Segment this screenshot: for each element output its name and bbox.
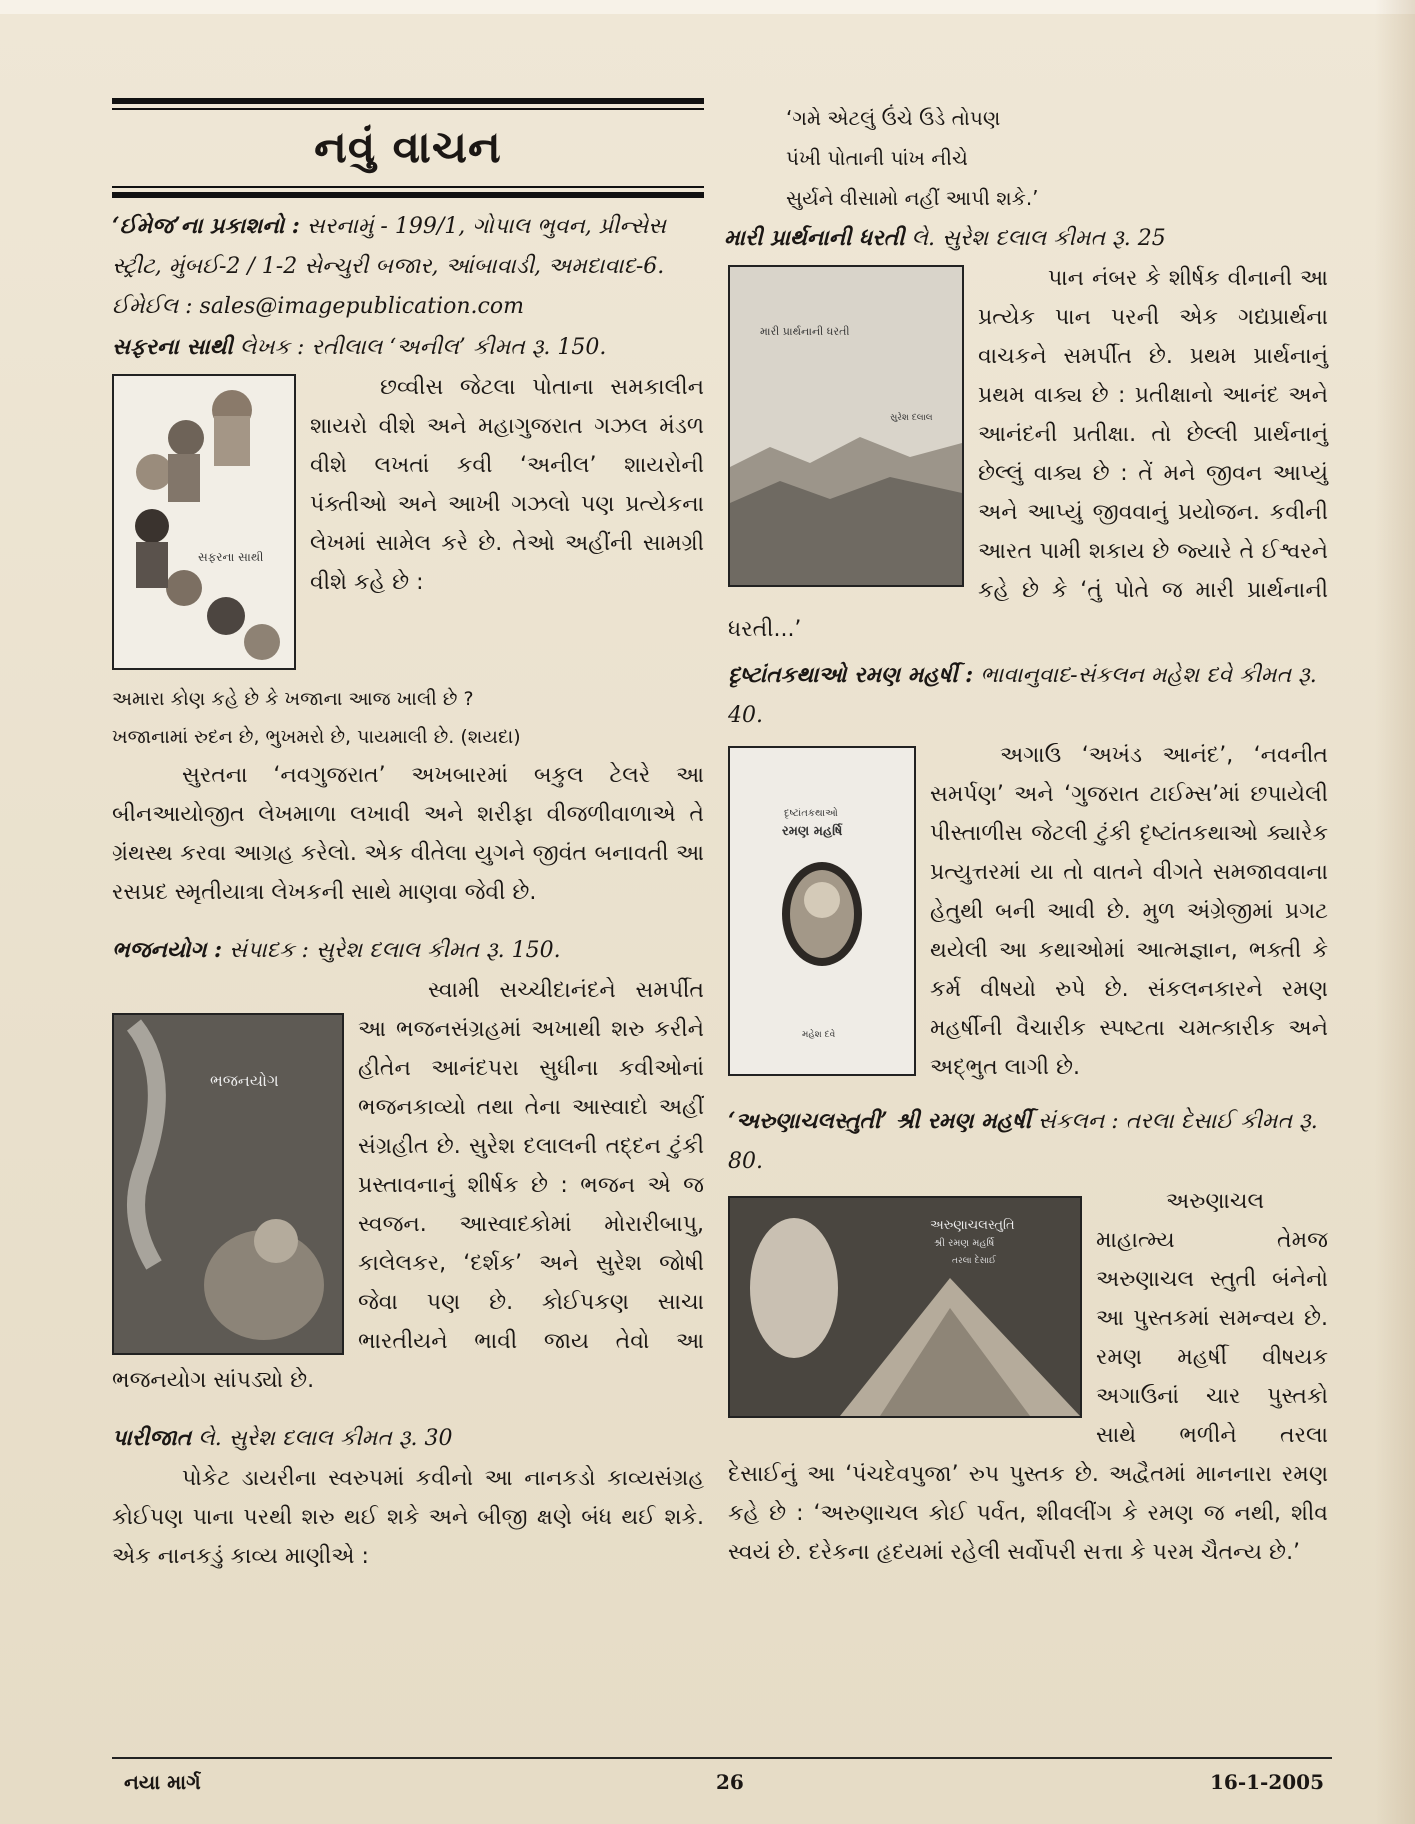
book-heading bbox=[112, 327, 704, 368]
footer-magazine-name: નયા માર્ગ bbox=[124, 1770, 201, 1794]
verse-line: ખજાનામાં રુદન છે, ભુખમરો છે, પાયમાલી છે. (શયદા) bbox=[112, 726, 521, 748]
header-rule-bottom bbox=[112, 192, 704, 198]
book-title: પારીજાત bbox=[112, 1425, 192, 1451]
book-description: પોકેટ ડાયરીના સ્વરુપમાં કવીનો આ નાનકડો કાવ્યસંગ્રહ કોઈપણ પાના પરથી શરુ થઈ શકે અને બીજી ક્ષણે બંધ થઈ શકે. એક નાનકડું કાવ્ય માણીએ : bbox=[112, 1466, 704, 1569]
book-meta: લે. સુરેશ દલાલ કીમત રૂ. 25 bbox=[911, 226, 1166, 251]
page-title: નવું વાચન bbox=[314, 122, 502, 173]
book-title: ભજનયોગ : bbox=[112, 937, 223, 963]
left-column bbox=[112, 98, 704, 1576]
book-description: સુરતના ‘નવગુજરાત’ અખબારમાં બકુલ ટેલરે આ બીનઆયોજીત લેખમાળા લખાવી અને શરીફા વીજળીવાળાએ તે ગ્રંથસ્થ કરવા આગ્રહ કરેલો. એક વીતેલા યુગને જીવંત બનાવતી આ રસપ્રદ સ્મૃતીયાત્રા લેખકની સાથે માણવા જેવી છે. bbox=[112, 763, 704, 905]
book-meta: ભાવાનુવાદ-સંકલન મહેશ દવે કીમત રૂ. 40. bbox=[728, 663, 1317, 728]
book-cover-bhajanyog bbox=[112, 1013, 344, 1355]
book-title: સફરના સાથી bbox=[112, 334, 233, 360]
book-description: અગાઉ ‘અખંડ આનંદ’, ‘નવનીત સમર્પણ’ અને ‘ગુજરાત ટાઈમ્સ’માં છપાયેલી પીસ્તાળીસ જેટલી ટુંકી દૃષ્ટાંતકથાઓ ક્યારેક પ્રત્યુત્તરમાં યા તો વાતને વીગતે સમજાવવાના હેતુથી બની આવી છે. મુળ અંગ્રેજીમાં પ્રગટ થયેલી આ કથાઓમાં આત્મજ્ઞાન, ભક્તી કે કર્મ વીષયો રુપે છે. સંકલનકારને રમણ મહર્ષીની વૈચારીક સ્પષ્ટતા ચમત્કારીક અને અદ્ભુત લાગી છે. bbox=[930, 743, 1328, 1080]
poem-block bbox=[728, 98, 1328, 218]
mountain-illustration bbox=[730, 1198, 1080, 1416]
poem-line: ‘ગમે એટલું ઉંચે ઉડે તોપણ bbox=[786, 106, 1001, 130]
footer-date: 16-1-2005 bbox=[1210, 1770, 1325, 1794]
cover-title: મારી પ્રાર્થનાની ધરતી bbox=[760, 325, 850, 338]
cover-subtitle: શ્રી રમણ મહર્ષિ bbox=[934, 1238, 995, 1249]
cover-illustration bbox=[114, 1015, 342, 1353]
book-cover-arunachal-stuti bbox=[728, 1196, 1082, 1418]
book-description: સ્વામી સચ્ચીદાનંદને સમર્પીત આ ભજનસંગ્રહમાં અખાથી શરુ કરીને હીતેન આનંદપરા સુધીના કવીઓનાં ભજનકાવ્યો તથા તેના આસ્વાદો અહીં સંગ્રહીત છે. સુરેશ દલાલની તદ્દન ટુંકી પ્રસ્તાવનાનું શીર્ષક છે : ભજન એ જ સ્વજન. આસ્વાદકોમાં મોરારીબાપુ, કાલેલકર, ‘દર્શક’ અને સુરેશ જોષી જેવા પણ છે. કોઈપકણ સાચા ભારતીયને ભાવી જાય તેવો આ ભજનયોગ સાંપડ્યો છે. bbox=[112, 978, 704, 1393]
book-description: પાન નંબર કે શીર્ષક વીનાની આ પ્રત્યેક પાન પરની એક ગદ્યપ્રાર્થના વાચકને સમર્પીત છે. પ્રથમ પ્રાર્થનાનું પ્રથમ વાક્ય છે : પ્રતીક્ષાનો આનંદ અને આનંદની પ્રતીક્ષા. તો છેલ્લી પ્રાર્થનાનું છેલ્લું વાક્ય છે : તેં મને જીવન આપ્યું અને આપ્યું જીવવાનું પ્રયોજન. કવીની આરત પામી શકાય છે જ્યારે તે ઈશ્વરને કહે છે કે ‘તું પોતે જ મારી પ્રાર્થનાની ધરતી...’ bbox=[728, 266, 1328, 642]
book-cover-mari-prarthana-ni-dharti bbox=[728, 265, 964, 587]
book-heading bbox=[112, 1418, 704, 1459]
cover-title: અરુણાચલસ્તુતિ bbox=[930, 1218, 1015, 1233]
verse-line: અમારા કોણ કહે છે કે ખજાના આજ ખાલી છે ? bbox=[112, 688, 474, 710]
cover-title: સફરના સાથી bbox=[198, 550, 264, 564]
portrait-illustration bbox=[730, 748, 914, 1074]
cover-author: સુરેશ દલાલ bbox=[890, 413, 933, 423]
book-meta: સંપાદક : સુરેશ દલાલ કીમત રૂ. 150. bbox=[229, 938, 561, 963]
book-title: ‘અરુણાચલસ્તુતી’ શ્રી રમણ મહર્ષી bbox=[728, 1108, 1031, 1134]
book-meta: લેખક : રતીલાલ ‘અનીલ’ કીમત રૂ. 150. bbox=[239, 335, 607, 360]
book-heading bbox=[728, 655, 1328, 736]
cover-title: ભજનયોગ bbox=[210, 1071, 279, 1090]
publisher-label: ‘ઈમેજ’ના પ્રકાશનો : bbox=[112, 213, 300, 239]
book-meta: લે. સુરેશ દલાલ કીમત રૂ. 30 bbox=[198, 1426, 453, 1451]
page-top-edge bbox=[0, 0, 1415, 14]
publisher-info bbox=[112, 206, 704, 327]
book-meta: સંકલન : તરલા દેસાઈ કીમત રૂ. 80. bbox=[728, 1109, 1318, 1174]
cover-title: રમણ મહર્ષિ bbox=[782, 824, 843, 839]
poem-line: સુર્યને વીસામો નહીં આપી શકે.’ bbox=[786, 186, 1039, 210]
mountains-illustration bbox=[730, 267, 962, 585]
page-right-edge bbox=[1375, 0, 1415, 1824]
footer-rule bbox=[112, 1757, 1332, 1759]
publisher-address: સરનામું - 199/1, ગોપાલ ભુવન, પ્રીન્સેસ સ્ટ્રીટ, મુંબઈ-2 / 1-2 સેન્ચુરી બજાર, આંબાવાડી, અમદાવાદ-6. ઈમેઈલ : sales@imagepublication.com bbox=[112, 214, 667, 319]
book-heading bbox=[112, 930, 704, 971]
book-description: છવ્વીસ જેટલા પોતાના સમકાલીન શાયરો વીશે અને મહાગુજરાત ગઝલ મંડળ વીશે લખતાં કવી ‘અનીલ’ શાયરોની પંક્તીઓ અને આખી ગઝલો પણ પ્રત્યેકના લેખમાં સામેલ કરે છે. તેઓ અહીંની સામગ્રી વીશે કહે છે : bbox=[310, 375, 704, 595]
portraits-illustration bbox=[114, 376, 294, 668]
book-heading bbox=[728, 1101, 1328, 1182]
book-title: દૃષ્ટાંતકથાઓ રમણ મહર્ષી : bbox=[728, 662, 974, 688]
cover-top-text: દૃષ્ટાંતકથાઓ bbox=[784, 808, 838, 819]
cover-author: તરલા દેસાઈ bbox=[952, 1256, 996, 1266]
footer-page-number: 26 bbox=[716, 1770, 744, 1794]
cover-author: મહેશ દવે bbox=[802, 1030, 836, 1040]
header-rule-bottom-thin bbox=[112, 186, 704, 188]
book-description: અરુણાચલ માહાત્મ્ય તેમજ અરુણાચલ સ્તુતી બંનેનો આ પુસ્તકમાં સમન્વય છે. રમણ મહર્ષી વીષયક અગાઉનાં ચાર પુસ્તકો સાથે ભળીને તરલા દેસાઈનું આ ‘પંચદેવપુજા’ રુપ પુસ્તક છે. અદ્વૈતમાં માનનારા રમણ કહે છે : ‘અરુણાચલ કોઈ પર્વત, શીવલીંગ કે રમણ જ નથી, શીવ સ્વયં છે. દરેકના હૃદયમાં રહેલી સર્વોપરી સત્તા કે પરમ ચૈતન્ય છે.’ bbox=[728, 1189, 1328, 1565]
book-cover-drashtant-kathao bbox=[728, 746, 916, 1076]
book-cover-safar-na-sathi bbox=[112, 374, 296, 670]
book-heading bbox=[724, 218, 1328, 259]
header-rule-top bbox=[112, 98, 704, 104]
book-title: મારી પ્રાર્થનાની ધરતી bbox=[724, 225, 905, 251]
right-column bbox=[724, 98, 1328, 1572]
poem-line: પંખી પોતાની પાંખ નીચે bbox=[786, 146, 968, 170]
